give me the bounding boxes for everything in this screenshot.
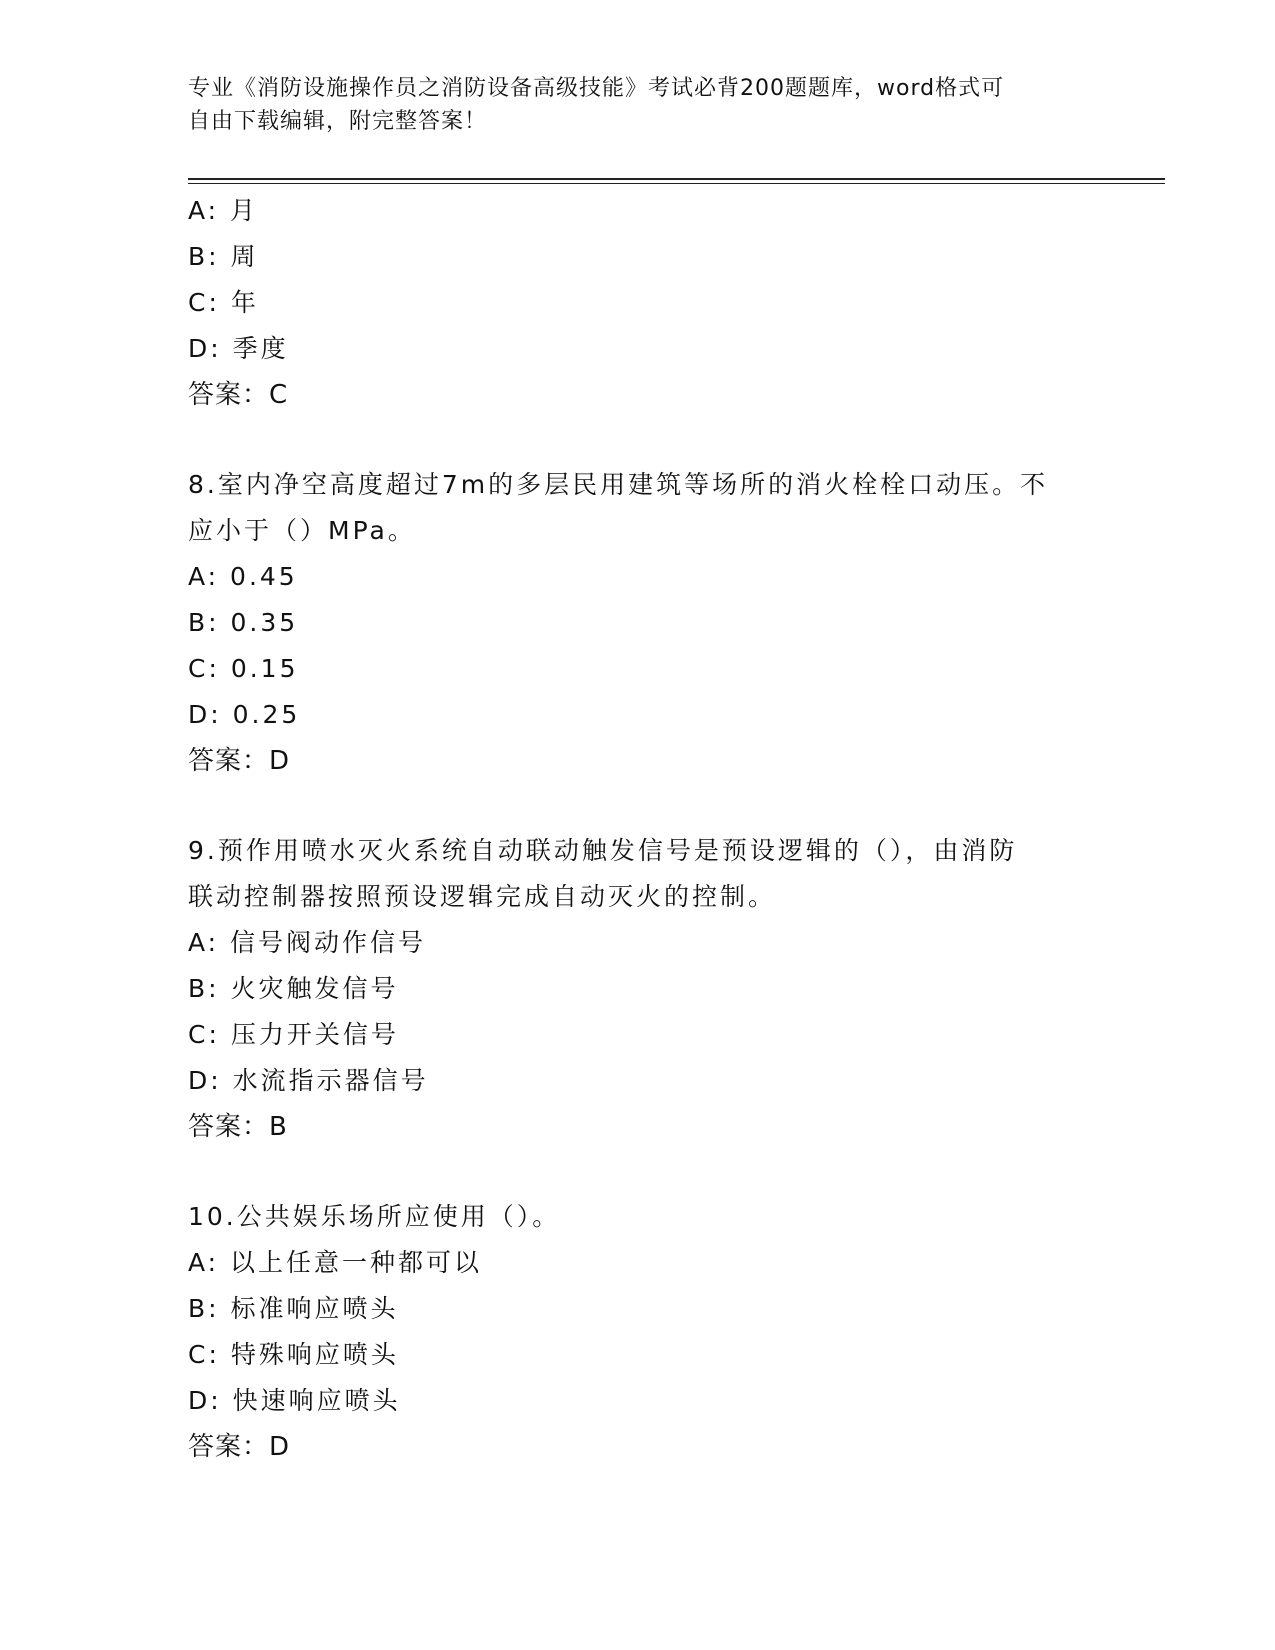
header-divider-thick [188,178,1165,180]
question-9 [188,828,1088,1150]
question-carryover [188,188,1088,418]
option-b: B: 0.35 [188,608,299,637]
option-a: A: 月 [188,196,259,225]
spacer [188,418,1088,462]
question-10 [188,1194,1088,1470]
question-stem-line: 应小于（）MPa。 [188,516,416,545]
answer-line: 答案：C [188,380,289,410]
spacer [188,784,1088,828]
option-c: C: 特殊响应喷头 [188,1340,399,1369]
spacer [188,1150,1088,1194]
question-stem-line: 8.室内净空高度超过7m的多层民用建筑等场所的消火栓栓口动压。不 [188,470,1049,499]
option-d: D: 快速响应喷头 [188,1386,401,1415]
question-stem-line: 9.预作用喷水灭火系统自动联动触发信号是预设逻辑的（），由消防 [188,836,1018,865]
answer-line: 答案：B [188,1112,288,1142]
answer-line: 答案：D [188,1432,291,1462]
question-8 [188,462,1088,784]
header-divider-thin [188,183,1165,184]
option-d: D: 季度 [188,334,289,363]
option-d: D: 水流指示器信号 [188,1066,429,1095]
question-stem-line: 联动控制器按照预设逻辑完成自动灭火的控制。 [188,882,777,911]
option-b: B: 周 [188,242,259,271]
option-b: B: 标准响应喷头 [188,1294,399,1323]
option-a: A: 以上任意一种都可以 [188,1248,483,1277]
option-c: C: 0.15 [188,654,299,683]
answer-line: 答案：D [188,746,291,776]
document-header [188,72,1078,138]
question-stem-line: 10.公共娱乐场所应使用（）。 [188,1202,561,1231]
option-a: A: 信号阀动作信号 [188,928,427,957]
header-line-1: 专业《消防设施操作员之消防设备高级技能》考试必背200题题库，word格式可 [188,76,1005,101]
option-c: C: 压力开关信号 [188,1020,399,1049]
header-line-2: 自由下载编辑，附完整答案！ [188,109,488,134]
question-list [188,188,1088,1470]
option-a: A: 0.45 [188,562,298,591]
option-c: C: 年 [188,288,259,317]
option-b: B: 火灾触发信号 [188,974,399,1003]
option-d: D: 0.25 [188,700,301,729]
